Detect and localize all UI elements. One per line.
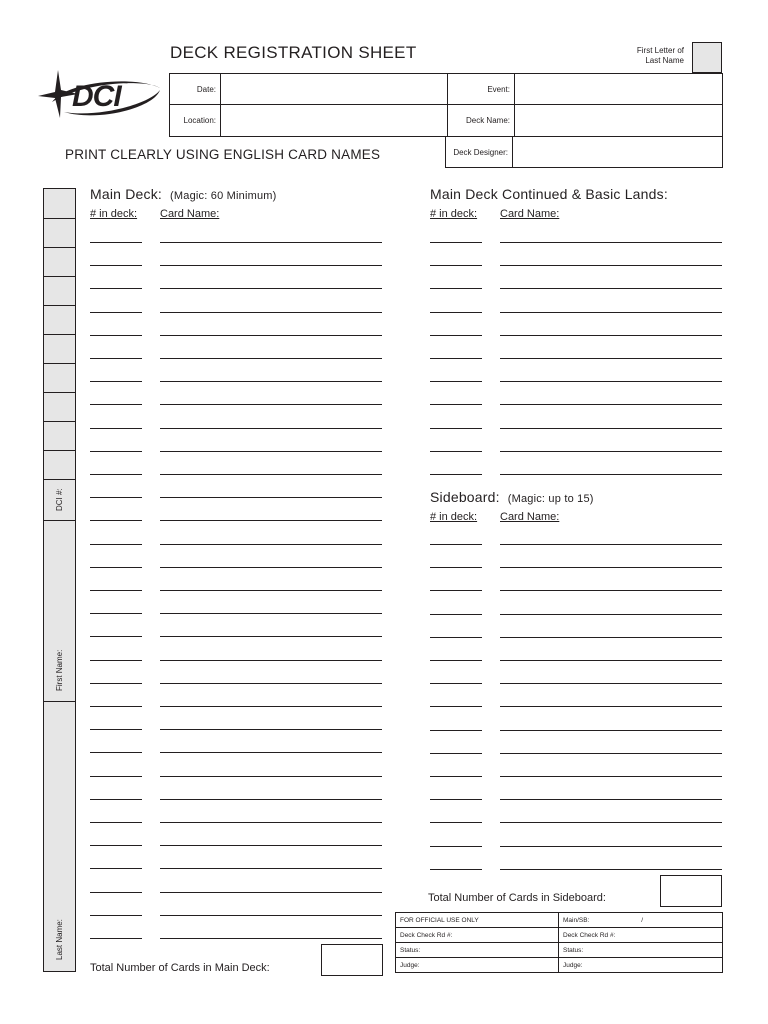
main-deck-count-line[interactable]	[90, 636, 142, 637]
main-continued-name-line[interactable]	[500, 474, 722, 475]
main-sb-slash: /	[641, 916, 643, 924]
dci-digit-box[interactable]	[44, 422, 75, 451]
main-deck-count-line[interactable]	[90, 892, 142, 893]
deck-name-label: Deck Name:	[448, 105, 515, 137]
sideboard-name-line[interactable]	[500, 590, 722, 591]
main-deck-name-line[interactable]	[160, 335, 382, 336]
main-deck-count-line[interactable]	[90, 868, 142, 869]
judge-label-2: Judge:	[563, 961, 583, 969]
sideboard-name-line[interactable]	[500, 660, 722, 661]
main-deck-name-line[interactable]	[160, 915, 382, 916]
print-clearly-note: PRINT CLEARLY USING ENGLISH CARD NAMES	[65, 147, 381, 162]
main-deck-total-box[interactable]	[321, 944, 383, 976]
sideboard-count-line[interactable]	[430, 753, 482, 754]
status-label-2: Status:	[563, 946, 584, 954]
sideboard-name-line[interactable]	[500, 706, 722, 707]
main-deck-count-line[interactable]	[90, 706, 142, 707]
sideboard-count-line[interactable]	[430, 706, 482, 707]
main-deck-name-line[interactable]	[160, 892, 382, 893]
main-deck-count-line[interactable]	[90, 683, 142, 684]
sideboard-name-line[interactable]	[500, 683, 722, 684]
main-deck-name-line[interactable]	[160, 706, 382, 707]
sideboard-name-line[interactable]	[500, 730, 722, 731]
sideboard-count-line[interactable]	[430, 846, 482, 847]
main-deck-name-line[interactable]	[160, 404, 382, 405]
dci-digit-box[interactable]	[44, 393, 75, 422]
main-deck-name-line[interactable]	[160, 497, 382, 498]
sideboard-count-line[interactable]	[430, 614, 482, 615]
dci-logo	[38, 68, 168, 120]
main-deck-name-line[interactable]	[160, 451, 382, 452]
deck-check-cell-1[interactable]	[396, 928, 559, 943]
dci-digit-box[interactable]	[44, 277, 75, 306]
main-deck-total-label: Total Number of Cards in Main Deck:	[90, 962, 270, 974]
deck-name-field[interactable]	[515, 105, 723, 137]
sideboard-count-line[interactable]	[430, 822, 482, 823]
main-deck-count-line[interactable]	[90, 404, 142, 405]
main-deck-name-line[interactable]	[160, 868, 382, 869]
main-deck-count-line[interactable]	[90, 288, 142, 289]
dci-digit-box[interactable]	[44, 219, 75, 248]
main-deck-count-line[interactable]	[90, 358, 142, 359]
first-letter-box[interactable]	[692, 42, 722, 73]
sideboard-count-header: # in deck:	[430, 511, 478, 523]
main-deck-note: (Magic: 60 Minimum)	[170, 190, 277, 202]
main-continued-name-line[interactable]	[500, 288, 722, 289]
status-cell-1[interactable]	[396, 943, 559, 958]
dci-digit-box[interactable]	[44, 189, 75, 219]
main-deck-name-line[interactable]	[160, 428, 382, 429]
deck-designer-grid	[445, 136, 723, 168]
deck-designer-label: Deck Designer:	[446, 137, 513, 168]
main-sb-label: Main/SB:	[563, 916, 590, 924]
event-field[interactable]	[515, 74, 723, 105]
official-use-header: FOR OFFICIAL USE ONLY	[396, 913, 559, 928]
main-deck-count-line[interactable]	[90, 776, 142, 777]
dci-logo-text: DCI	[72, 80, 121, 113]
sideboard-name-line[interactable]	[500, 637, 722, 638]
sideboard-name-line[interactable]	[500, 614, 722, 615]
main-deck-count-line[interactable]	[90, 660, 142, 661]
main-deck-title: Main Deck:	[90, 186, 163, 202]
main-continued-count-line[interactable]	[430, 428, 482, 429]
main-deck-count-line[interactable]	[90, 335, 142, 336]
main-deck-count-line[interactable]	[90, 381, 142, 382]
sideboard-total-box[interactable]	[660, 875, 722, 907]
sideboard-count-line[interactable]	[430, 730, 482, 731]
main-deck-header	[90, 186, 277, 202]
sideboard-count-line[interactable]	[430, 637, 482, 638]
sideboard-count-line[interactable]	[430, 799, 482, 800]
main-deck-count-line[interactable]	[90, 428, 142, 429]
main-deck-count-line[interactable]	[90, 567, 142, 568]
judge-label-1: Judge:	[400, 961, 420, 969]
main-deck-name-line[interactable]	[160, 938, 382, 939]
main-sb-cell[interactable]	[559, 913, 723, 928]
player-side-strip	[43, 188, 76, 972]
sideboard-name-line[interactable]	[500, 822, 722, 823]
sideboard-count-line[interactable]	[430, 567, 482, 568]
first-name-cell[interactable]	[44, 521, 75, 702]
main-continued-name-line[interactable]	[500, 358, 722, 359]
sideboard-note: (Magic: up to 15)	[507, 493, 594, 505]
main-continued-name-line[interactable]	[500, 242, 722, 243]
main-continued-count-header: # in deck:	[430, 208, 478, 220]
main-deck-count-line[interactable]	[90, 312, 142, 313]
sideboard-header	[430, 489, 594, 505]
main-deck-count-line[interactable]	[90, 497, 142, 498]
page-title: DECK REGISTRATION SHEET	[170, 43, 417, 62]
main-deck-name-line[interactable]	[160, 636, 382, 637]
main-deck-name-line[interactable]	[160, 590, 382, 591]
main-deck-count-line[interactable]	[90, 845, 142, 846]
location-label: Location:	[170, 105, 221, 137]
sideboard-name-line[interactable]	[500, 753, 722, 754]
sideboard-count-line[interactable]	[430, 869, 482, 870]
sideboard-name-line[interactable]	[500, 544, 722, 545]
main-continued-count-line[interactable]	[430, 312, 482, 313]
main-deck-name-line[interactable]	[160, 752, 382, 753]
main-deck-name-line[interactable]	[160, 544, 382, 545]
sideboard-count-line[interactable]	[430, 544, 482, 545]
main-deck-name-line[interactable]	[160, 729, 382, 730]
dci-digit-box[interactable]	[44, 364, 75, 393]
first-name-label: First Name:	[55, 649, 64, 691]
sideboard-count-line[interactable]	[430, 683, 482, 684]
main-deck-name-line[interactable]	[160, 381, 382, 382]
date-field[interactable]	[221, 74, 448, 105]
main-deck-count-line[interactable]	[90, 451, 142, 452]
sideboard-count-line[interactable]	[430, 776, 482, 777]
main-continued-count-line[interactable]	[430, 404, 482, 405]
last-name-label: Last Name:	[55, 919, 64, 961]
main-continued-name-line[interactable]	[500, 381, 722, 382]
main-continued-count-line[interactable]	[430, 474, 482, 475]
main-continued-count-line[interactable]	[430, 288, 482, 289]
main-continued-count-line[interactable]	[430, 358, 482, 359]
last-name-cell[interactable]	[44, 702, 75, 971]
deck-designer-field[interactable]	[513, 137, 723, 168]
main-deck-count-line[interactable]	[90, 915, 142, 916]
main-deck-name-line[interactable]	[160, 613, 382, 614]
main-continued-count-line[interactable]	[430, 381, 482, 382]
main-continued-name-line[interactable]	[500, 404, 722, 405]
main-deck-count-line[interactable]	[90, 544, 142, 545]
official-use-table	[395, 912, 723, 973]
sideboard-name-line[interactable]	[500, 846, 722, 847]
main-deck-count-line[interactable]	[90, 729, 142, 730]
main-deck-name-line[interactable]	[160, 312, 382, 313]
main-continued-name-line[interactable]	[500, 335, 722, 336]
main-continued-count-line[interactable]	[430, 335, 482, 336]
main-deck-count-line[interactable]	[90, 474, 142, 475]
dci-digit-box[interactable]	[44, 248, 75, 277]
main-deck-count-line[interactable]	[90, 822, 142, 823]
main-continued-name-line[interactable]	[500, 265, 722, 266]
main-deck-name-line[interactable]	[160, 660, 382, 661]
main-deck-name-line[interactable]	[160, 520, 382, 521]
main-deck-name-line[interactable]	[160, 845, 382, 846]
sideboard-name-header: Card Name:	[500, 511, 560, 523]
dci-label-cell	[44, 480, 75, 521]
sideboard-title: Sideboard:	[430, 489, 500, 505]
main-deck-count-line[interactable]	[90, 520, 142, 521]
date-label: Date:	[170, 74, 221, 105]
main-deck-name-line[interactable]	[160, 288, 382, 289]
main-continued-name-line[interactable]	[500, 428, 722, 429]
main-continued-name-line[interactable]	[500, 451, 722, 452]
main-deck-count-line[interactable]	[90, 590, 142, 591]
first-letter-label: First Letter of Last Name	[636, 46, 684, 65]
main-deck-count-line[interactable]	[90, 265, 142, 266]
main-deck-name-header: Card Name:	[160, 208, 220, 220]
main-deck-name-line[interactable]	[160, 358, 382, 359]
main-deck-name-line[interactable]	[160, 822, 382, 823]
main-deck-count-line[interactable]	[90, 752, 142, 753]
main-deck-count-line[interactable]	[90, 799, 142, 800]
info-grid	[169, 73, 723, 137]
dci-digit-box[interactable]	[44, 306, 75, 335]
dci-digit-box[interactable]	[44, 451, 75, 480]
main-continued-count-line[interactable]	[430, 242, 482, 243]
main-continued-name-header: Card Name:	[500, 208, 560, 220]
sideboard-name-line[interactable]	[500, 567, 722, 568]
main-deck-name-line[interactable]	[160, 683, 382, 684]
location-field[interactable]	[221, 105, 448, 137]
main-deck-count-line[interactable]	[90, 613, 142, 614]
deck-check-cell-2[interactable]	[559, 928, 723, 943]
main-deck-name-line[interactable]	[160, 474, 382, 475]
deck-check-label-2: Deck Check Rd #:	[563, 931, 616, 939]
judge-cell-2[interactable]	[559, 958, 723, 973]
sideboard-count-line[interactable]	[430, 660, 482, 661]
dci-label: DCI #:	[55, 488, 64, 512]
main-deck-name-line[interactable]	[160, 265, 382, 266]
status-cell-2[interactable]	[559, 943, 723, 958]
sideboard-name-line[interactable]	[500, 869, 722, 870]
sideboard-total-label: Total Number of Cards in Sideboard:	[428, 892, 606, 904]
main-continued-count-line[interactable]	[430, 265, 482, 266]
main-continued-count-line[interactable]	[430, 451, 482, 452]
main-deck-name-line[interactable]	[160, 567, 382, 568]
sideboard-name-line[interactable]	[500, 776, 722, 777]
dci-digit-box[interactable]	[44, 335, 75, 364]
main-deck-name-line[interactable]	[160, 776, 382, 777]
main-deck-name-line[interactable]	[160, 799, 382, 800]
status-label-1: Status:	[400, 946, 421, 954]
sideboard-name-line[interactable]	[500, 799, 722, 800]
event-label: Event:	[448, 74, 515, 105]
sideboard-count-line[interactable]	[430, 590, 482, 591]
judge-cell-1[interactable]	[396, 958, 559, 973]
main-deck-count-line[interactable]	[90, 938, 142, 939]
main-deck-count-header: # in deck:	[90, 208, 138, 220]
main-deck-count-line[interactable]	[90, 242, 142, 243]
main-deck-name-line[interactable]	[160, 242, 382, 243]
main-continued-name-line[interactable]	[500, 312, 722, 313]
main-continued-header: Main Deck Continued & Basic Lands:	[430, 186, 668, 202]
deck-check-label-1: Deck Check Rd #:	[400, 931, 453, 939]
